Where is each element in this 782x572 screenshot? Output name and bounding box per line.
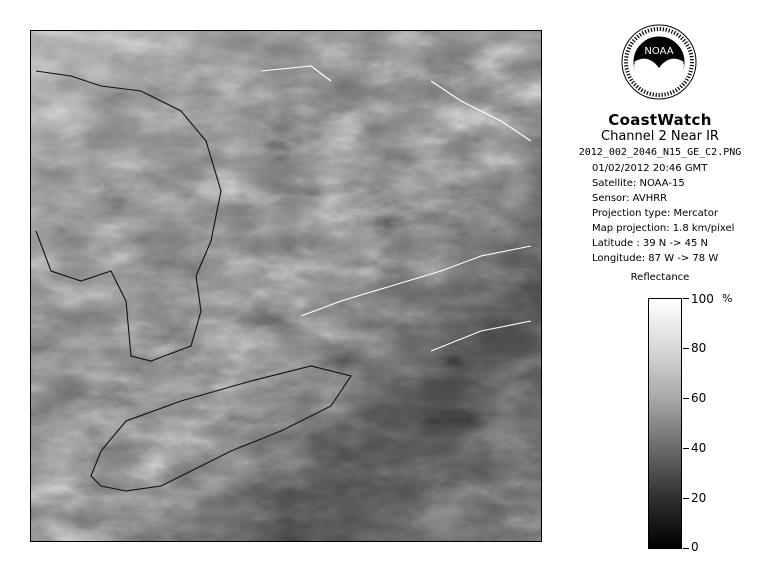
noaa-logo <box>620 23 698 101</box>
colorbar-tick <box>683 448 689 449</box>
colorbar-tick <box>683 548 689 549</box>
colorbar-unit: % <box>722 292 733 305</box>
colorbar-tick <box>683 298 689 299</box>
sensor-info: Sensor: AVHRR <box>592 193 668 204</box>
colorbar-tick <box>683 348 689 349</box>
brand-title: CoastWatch <box>608 111 712 129</box>
colorbar-label: Reflectance <box>630 272 690 283</box>
colorbar-tick-label: 80 <box>691 341 707 355</box>
colorbar-tick-label: 20 <box>691 491 707 505</box>
colorbar-tick-label: 100 <box>691 292 714 306</box>
datetime: 01/02/2012 20:46 GMT <box>592 163 708 174</box>
latitude-range: Latitude : 39 N -> 45 N <box>592 238 708 249</box>
satellite-image <box>30 30 542 542</box>
colorbar-tick-label: 60 <box>691 391 707 405</box>
reflectance-colorbar <box>648 298 682 549</box>
colorbar-tick-label: 40 <box>691 441 707 455</box>
satellite-info: Satellite: NOAA-15 <box>592 178 685 189</box>
logo-text: NOAA <box>644 46 674 57</box>
colorbar-tick-label: 0 <box>691 540 699 554</box>
channel-title: Channel 2 Near IR <box>601 129 719 144</box>
colorbar-tick <box>683 498 689 499</box>
projection-type: Projection type: Mercator <box>592 208 718 219</box>
longitude-range: Longitude: 87 W -> 78 W <box>592 253 719 264</box>
map-projection: Map projection: 1.8 km/pixel <box>592 223 735 234</box>
colorbar-tick <box>683 398 689 399</box>
filename: 2012_002_2046_N15_GE_C2.PNG <box>578 147 742 158</box>
